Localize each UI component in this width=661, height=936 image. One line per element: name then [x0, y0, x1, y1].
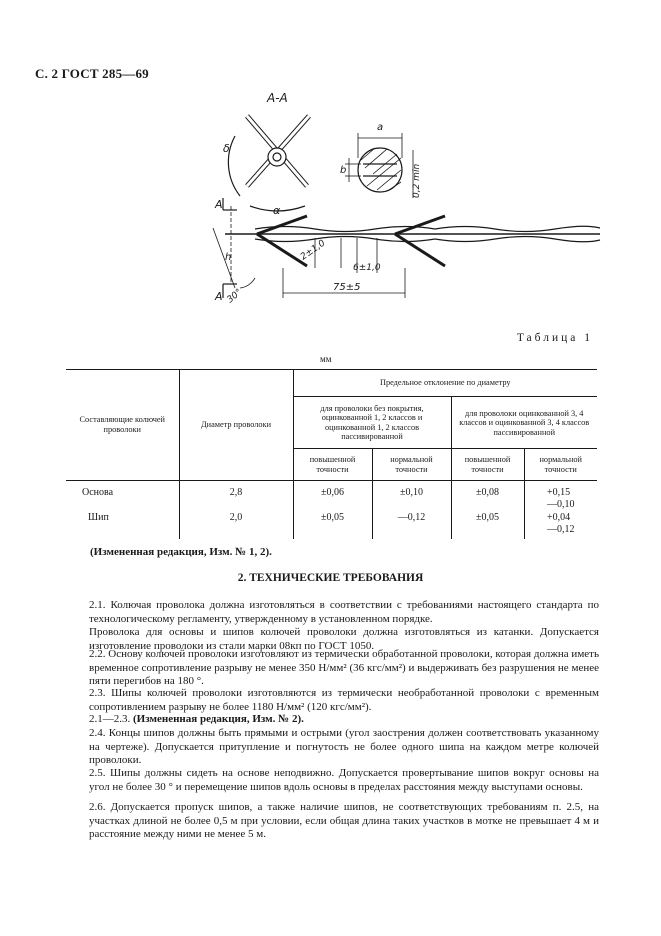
group1-normal: нормальной точности: [372, 449, 451, 481]
col-component: Составляющие колючей проволоки: [66, 370, 179, 481]
barbed-wire-drawing: [195, 88, 615, 318]
col-deviation: Предельное отклонение по диаметру: [293, 370, 597, 397]
svg-text:0,2 min: 0,2 min: [412, 163, 422, 198]
table-row: Шип 2,0 ±0,05 —0,12 ±0,05 +0,04 —0,12: [66, 510, 597, 539]
deviation-table: [66, 369, 597, 539]
section-title: 2. ТЕХНИЧЕСКИЕ ТРЕБОВАНИЯ: [237, 572, 424, 584]
svg-text:75±5: 75±5: [333, 282, 361, 293]
group2-header: для проволоки оцинкованной 3, 4 классов и оцинкованной 3, 4 классов пассивированной: [451, 397, 597, 449]
svg-text:b: b: [340, 165, 347, 176]
paragraph-2-4: 2.4. Концы шипов должны быть прямыми и острыми (угол заострения должен соответствовать указанному на чертеже). Допускается притупление и погнутость не более одного шипа на каждом метре колючей проволоки.: [89, 727, 599, 767]
col-diameter: Диаметр проволоки: [179, 370, 293, 481]
svg-text:А: А: [215, 290, 223, 303]
svg-text:h: h: [225, 252, 232, 263]
paragraph-2-1-b: Проволока для основы и шипов колючей проволоки должна изготовляться из катанки. Допускается изготовление проволоки из стали марки 08кп по ГОСТ 1050.: [89, 626, 599, 652]
svg-text:2±1,0: 2±1,0: [298, 238, 328, 263]
group1-high: повышенной точности: [293, 449, 372, 481]
svg-text:δ: δ: [223, 142, 230, 155]
wire-section: [345, 133, 413, 198]
wire-side-view: [213, 198, 600, 298]
svg-text:6±1,0: 6±1,0: [353, 263, 381, 273]
svg-text:α: α: [273, 204, 281, 217]
table-caption: Таблица 1: [516, 332, 593, 344]
table-row: Основа 2,8 ±0,06 ±0,10 ±0,08 +0,15 —0,10: [66, 481, 597, 511]
group1-header: для проволоки без покрытия, оцинкованной 1, 2 классов и оцинкованной 1, 2 классов пассивированной: [293, 397, 451, 449]
svg-text:30°: 30°: [225, 287, 245, 306]
paragraph-2-3: 2.3. Шипы колючей проволоки изготовляются из термически необработанной проволоки с временным сопротивлением разрыву не более 1180 Н/мм² (120 кгс/мм²).: [89, 687, 599, 713]
paragraph-2-1: 2.1. Колючая проволока должна изготовляться в соответствии с требованиями настоящего стандарта по технологическому регламенту, утвержденному в установленном порядке.: [89, 599, 599, 625]
paragraph-2-5: 2.5. Шипы должны сидеть на основе неподвижно. Допускается провертывание шипов вокруг основы на угол не более 30 ° и перемещение шипов вдоль основы в пределах расстояния между выступами основы.: [89, 767, 599, 793]
table-unit: мм: [320, 354, 332, 364]
svg-text:А: А: [215, 198, 223, 211]
group2-normal: нормальной точности: [524, 449, 597, 481]
group2-high: повышенной точности: [451, 449, 524, 481]
page-header: С. 2 ГОСТ 285—69: [35, 66, 149, 81]
section-label: А-А: [267, 91, 288, 105]
change-note-1: (Измененная редакция, Изм. № 1, 2).: [90, 546, 272, 558]
svg-text:а: а: [377, 122, 384, 133]
paragraph-2-2: 2.2. Основу колючей проволоки изготовляют из термически обработанной проволоки, которая должна иметь временное сопротивление разрыву не менее 350 Н/мм² (36 кгс/мм²) и выдерживать без разрушения не менее пяти перегибов на 180 °.: [89, 648, 599, 688]
section-view: [228, 116, 309, 211]
change-note-2: 2.1—2.3. (Измененная редакция, Изм. № 2).: [89, 713, 304, 725]
paragraph-2-6: 2.6. Допускается пропуск шипов, а также наличие шипов, не соответствующих требованиям п. 2.5, на участках длиной не более 0,5 м при условии, если общая длина таких участков в мотке не превышает 4 м и расстояние между ними не менее 5 м.: [89, 801, 599, 841]
